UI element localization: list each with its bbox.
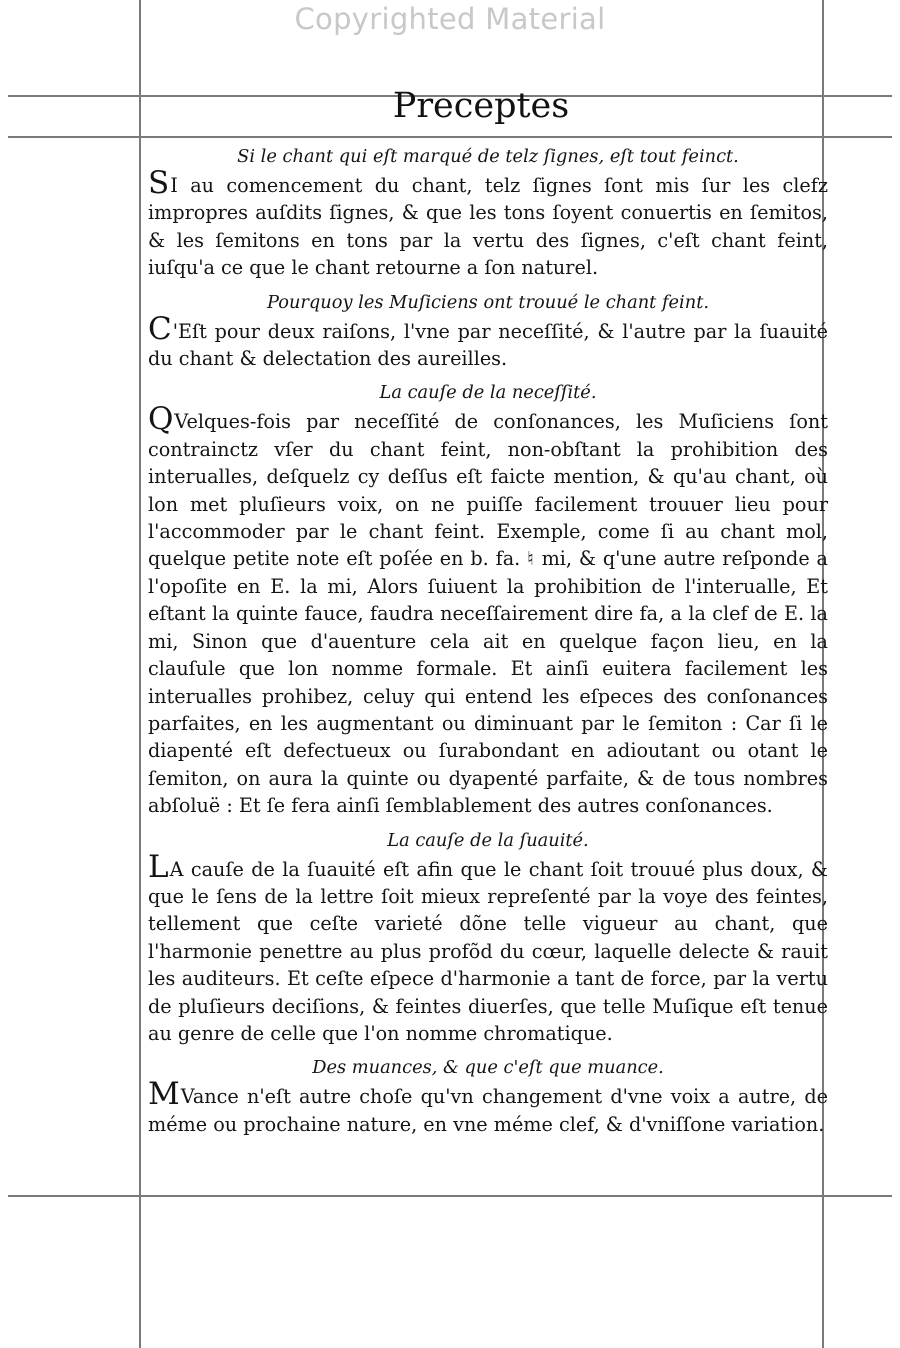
margin-rule-left xyxy=(139,0,141,1348)
paragraph-pourquoy xyxy=(148,310,828,373)
drop-initial: S xyxy=(148,165,170,201)
footer-rule xyxy=(8,1195,892,1197)
paragraph-text: Velques-fois par neceſſité de conſonances, les Muſiciens ſont contrainctz vſer du chant feint, non-obſtant la prohibition des interualles, deſquelz cy deſſus eſt faicte mention, & qu'au chant, où lon met pluſieurs voix, on ne puiſſe facilement trouuer lieu pour l'accommoder par le chant feint. Exemple, come ſi au chant mol, quelque petite note eſt poſée en b. fa. ♮ mi, & q'une autre reſponde a l'opoſite en E. la mi, Alors ſuiuent la prohibition de l'interualle, Et eſtant la quinte fauce, faudra neceſſairement dire fa, a la clef de E. la mi, Sinon que d'auenture cela ait en quelque façon lieu, en la clauſule que lon nomme formale. Et ainſi euitera facilement les interualles prohibez, celuy qui entend les eſpeces des conſonances parfaites, en les augmentant ou diminuant par le ſemiton : Car ſi le diapenté eſt defectueux ou ſurabondant en adioutant ou otant le ſemiton, on aura la quinte ou dyapenté parfaite, & de tous nombres abſoluë : Et ſe fera ainſi ſemblablement des autres conſonances. xyxy=(148,410,828,818)
paragraph-text: 'Eſt pour deux raiſons, l'vne par neceſſité, & l'autre par la ſuauité du chant & delectation des aureilles. xyxy=(148,319,828,371)
page-title: Preceptes xyxy=(392,86,570,126)
paragraph-text: A cauſe de la ſuauité eſt afin que le chant ſoit trouué plus doux, & que le ſens de la lettre ſoit mieux repreſenté par la voye des feintes, tellement que ceſte varieté dõne telle vigueur au chant, que l'harmonie penettre au plus profõd du cœur, laquelle delecte & rauit les auditeurs. Et ceſte eſpece d'harmonie a tant de force, par la vertu de pluſieurs deciſions, & feintes diuerſes, que telle Muſique eſt tenue au genre de celle que l'on nomme chromatique. xyxy=(148,857,828,1045)
section-heading-muances: Des muances, & que c'eſt que muance. xyxy=(312,1057,664,1079)
paragraph-chant-feint xyxy=(148,165,828,282)
paragraph-necessite xyxy=(148,401,828,819)
copyright-watermark: Copyrighted Material xyxy=(294,2,606,36)
paragraph-text: Vance n'eſt autre choſe qu'vn changement d'vne voix a autre, de méme ou prochaine nature, en vne méme clef, & d'vniſſone variation. xyxy=(148,1085,828,1136)
drop-initial: M xyxy=(148,1076,180,1113)
section-heading-suauite: La cauſe de la ſuauité. xyxy=(387,829,589,851)
paragraph-muances xyxy=(148,1076,828,1138)
text-block xyxy=(148,142,828,1144)
section-heading-chant-feint: Si le chant qui eſt marqué de telz ſignes, eſt tout feinct. xyxy=(237,146,739,167)
drop-initial: L xyxy=(148,848,169,885)
section-heading-pourquoy: Pourquoy les Muſiciens ont trouué le chant feint. xyxy=(267,291,709,313)
paragraph-suauite xyxy=(148,848,828,1048)
drop-initial: C xyxy=(148,310,172,347)
drop-initial: Q xyxy=(148,401,174,438)
paragraph-text: I au comencement du chant, telz ſignes ſont mis ſur les clefz impropres auſdits ſignes, & que les tons ſoyent conuertis en ſemitos, & les ſemitons en tons par la vertu des ſignes, c'eſt chant feint, iuſqu'a ce que le chant retourne a ſon naturel. xyxy=(148,174,828,280)
header-rule-bottom xyxy=(8,136,892,138)
section-heading-necessite: La cauſe de la neceſſité. xyxy=(379,382,597,404)
